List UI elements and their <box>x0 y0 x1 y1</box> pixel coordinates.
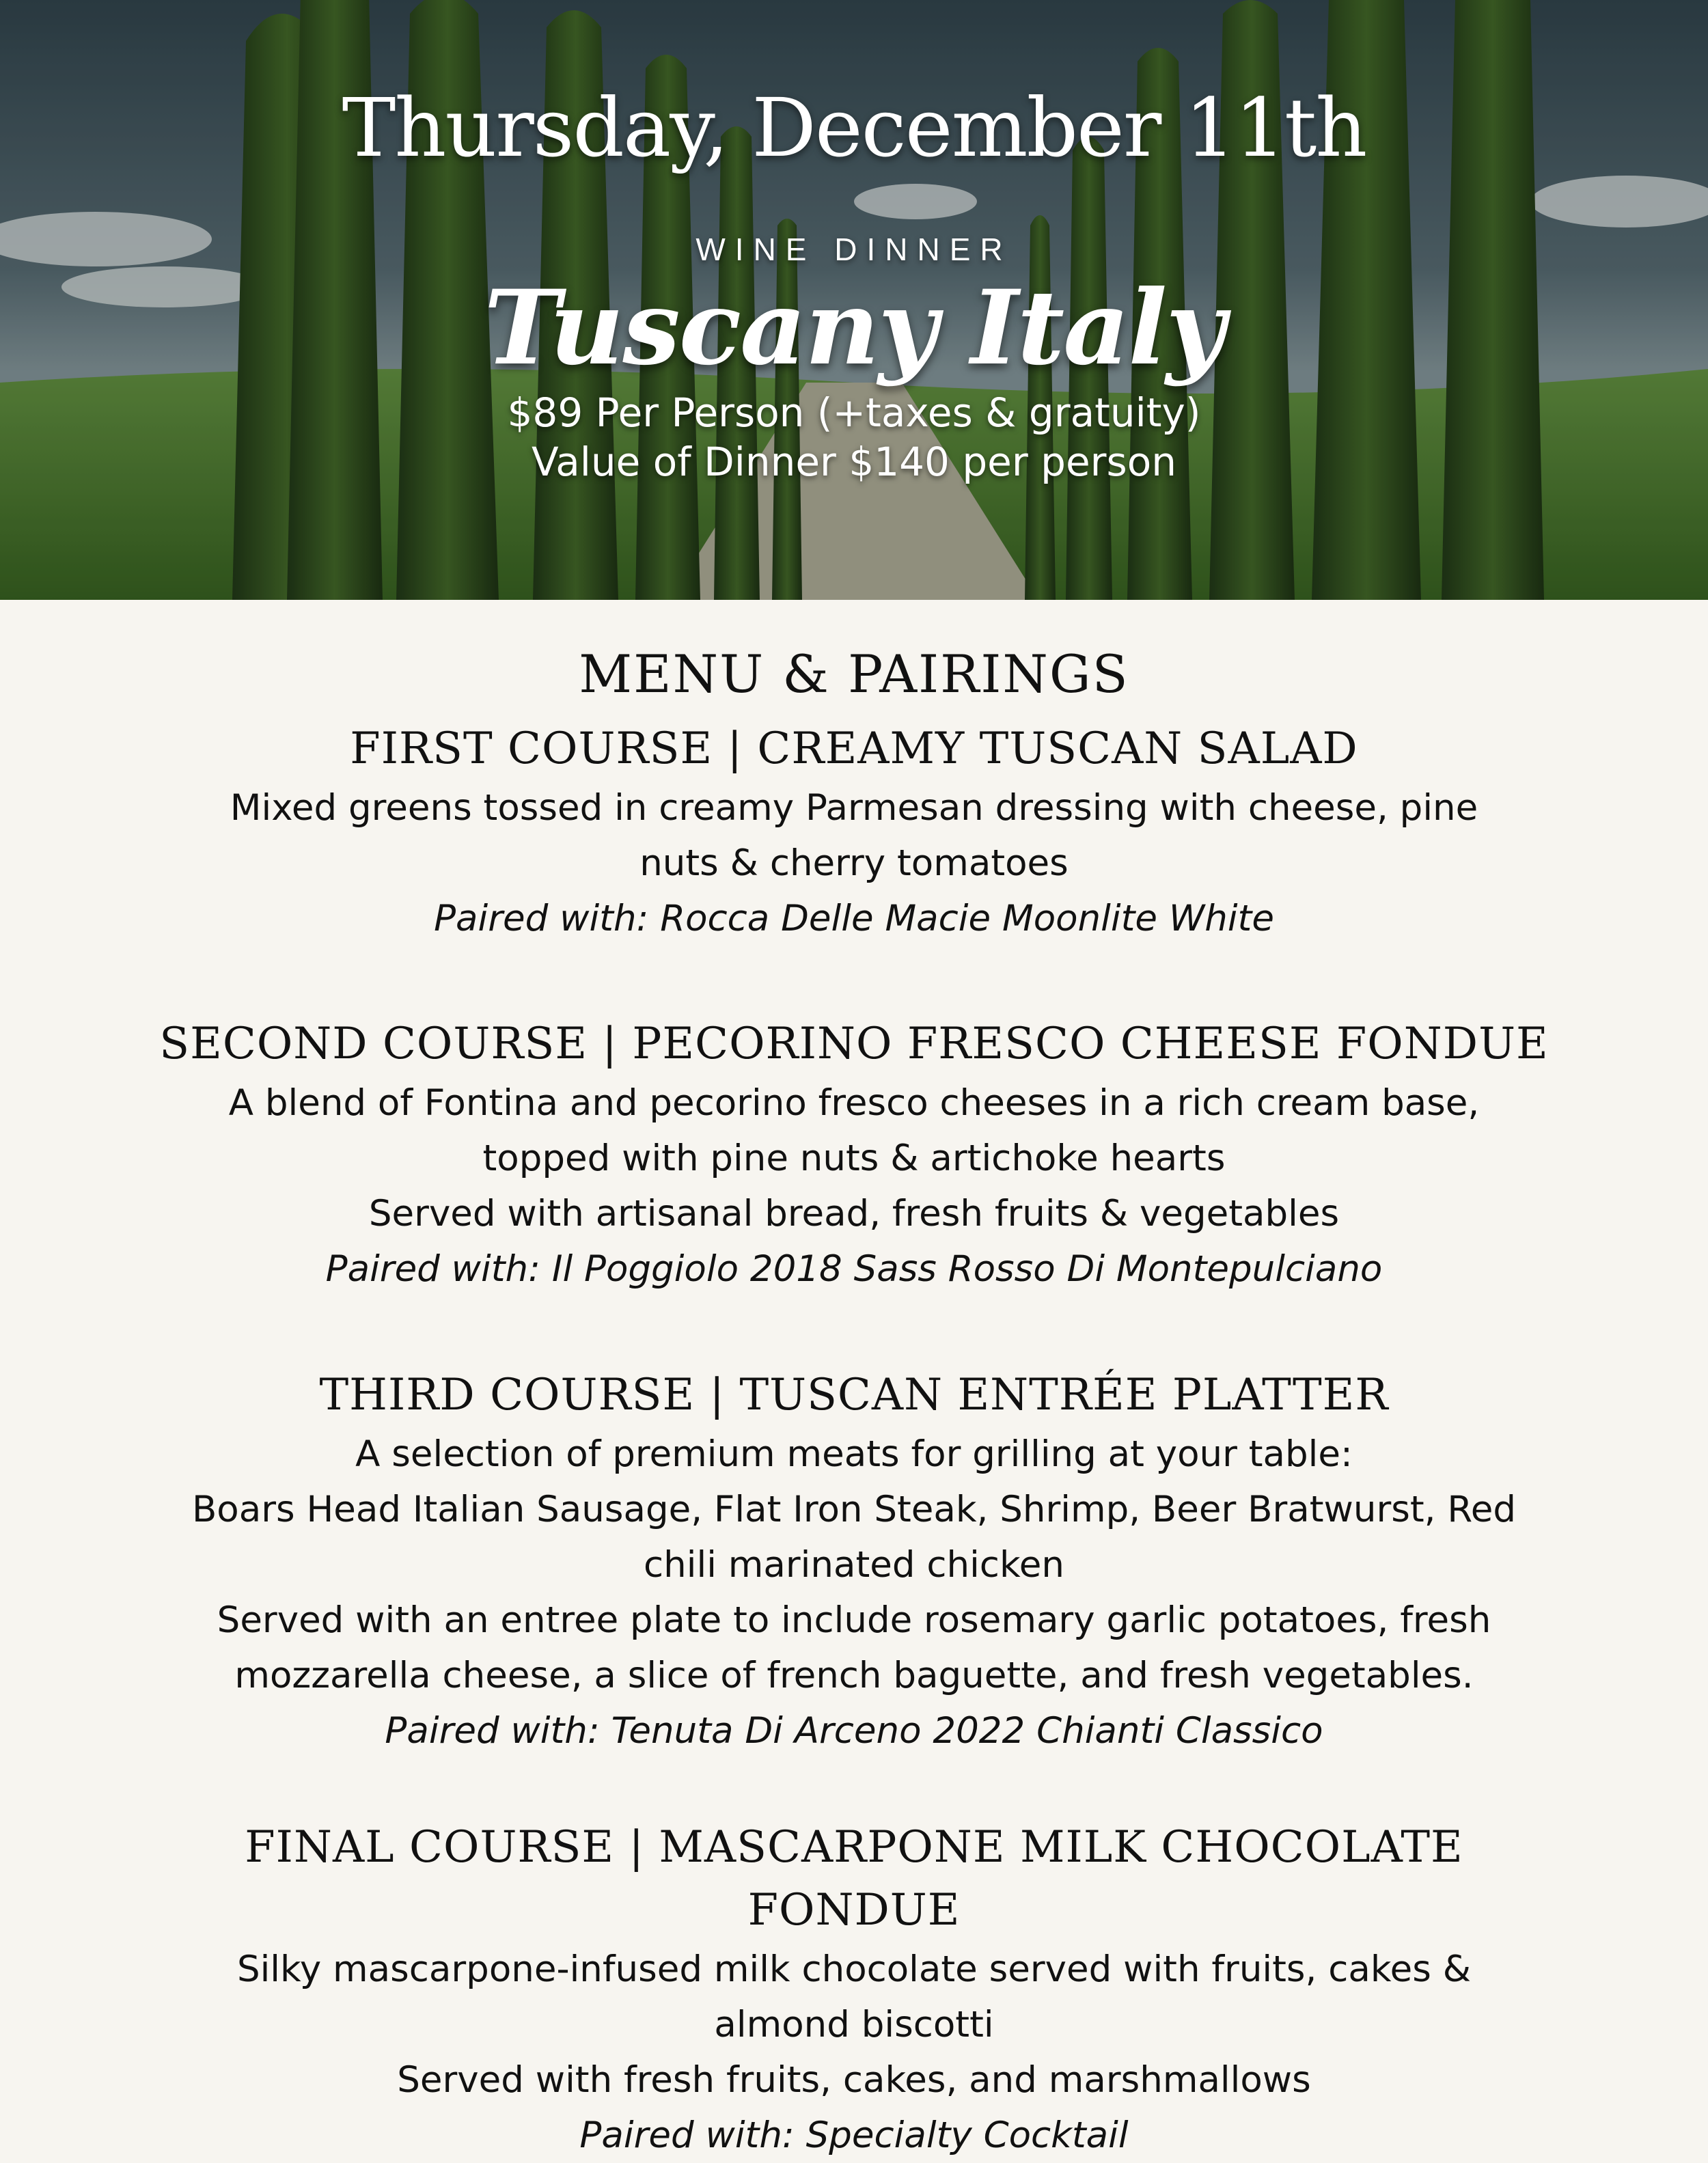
price-line: $89 Per Person (+taxes & gratuity) <box>507 389 1201 436</box>
course-third <box>137 1364 1571 1759</box>
course-pairing: Paired with: Tenuta Di Arceno 2022 Chianti Classico <box>385 1710 1323 1752</box>
course-description-line: mozzarella cheese, a slice of french baguette, and fresh vegetables. <box>234 1655 1474 1696</box>
course-pairing: Paired with: Specialty Cocktail <box>579 2114 1129 2156</box>
course-pairing: Paired with: Rocca Delle Macie Moonlite White <box>434 898 1274 939</box>
course-second <box>137 1012 1571 1297</box>
course-first <box>137 717 1571 946</box>
course-description-line: chili marinated chicken <box>644 1544 1064 1586</box>
menu-section <box>0 600 1708 2156</box>
course-description-line: Served with artisanal bread, fresh fruits & vegetables <box>368 1193 1340 1235</box>
course-description-line: Boars Head Italian Sausage, Flat Iron Steak, Shrimp, Beer Bratwurst, Red <box>191 1489 1517 1530</box>
event-date: Thursday, December 11th <box>342 81 1366 175</box>
course-heading: SECOND COURSE | PECORINO FRESCO CHEESE FONDUE <box>159 1019 1549 1069</box>
course-description-line: Mixed greens tossed in creamy Parmesan dressing with cheese, pine <box>230 787 1478 829</box>
course-description-line: Silky mascarpone-infused milk chocolate served with fruits, cakes & <box>236 1948 1472 1990</box>
course-final <box>137 1816 1571 2163</box>
course-description-line: A selection of premium meats for grilling at your table: <box>355 1433 1353 1475</box>
course-description-line: Served with an entree plate to include rosemary garlic potatoes, fresh <box>217 1599 1491 1641</box>
hero-banner <box>0 0 1708 600</box>
hero-text <box>0 0 1708 600</box>
course-description-line: A blend of Fontina and pecorino fresco cheeses in a rich cream base, <box>228 1082 1480 1124</box>
event-kicker: WINE DINNER <box>695 232 1013 267</box>
course-heading: FINAL COURSE | MASCARPONE MILK CHOCOLATE FONDUE <box>245 1822 1463 1935</box>
price-block <box>0 388 1708 486</box>
value-line: Value of Dinner $140 per person <box>532 439 1176 485</box>
course-description-line: nuts & cherry tomatoes <box>639 842 1069 884</box>
course-pairing: Paired with: Il Poggiolo 2018 Sass Rosso Di Montepulciano <box>325 1248 1383 1290</box>
menu-heading: MENU & PAIRINGS <box>579 644 1129 704</box>
course-description-line: topped with pine nuts & artichoke hearts <box>482 1138 1226 1179</box>
course-description-line: Served with fresh fruits, cakes, and marshmallows <box>397 2059 1311 2101</box>
course-description-line: almond biscotti <box>714 2004 994 2045</box>
course-heading: FIRST COURSE | CREAMY TUSCAN SALAD <box>350 724 1358 774</box>
event-title: Tuscany Italy <box>484 268 1224 388</box>
course-heading: THIRD COURSE | TUSCAN ENTRÉE PLATTER <box>319 1370 1389 1420</box>
